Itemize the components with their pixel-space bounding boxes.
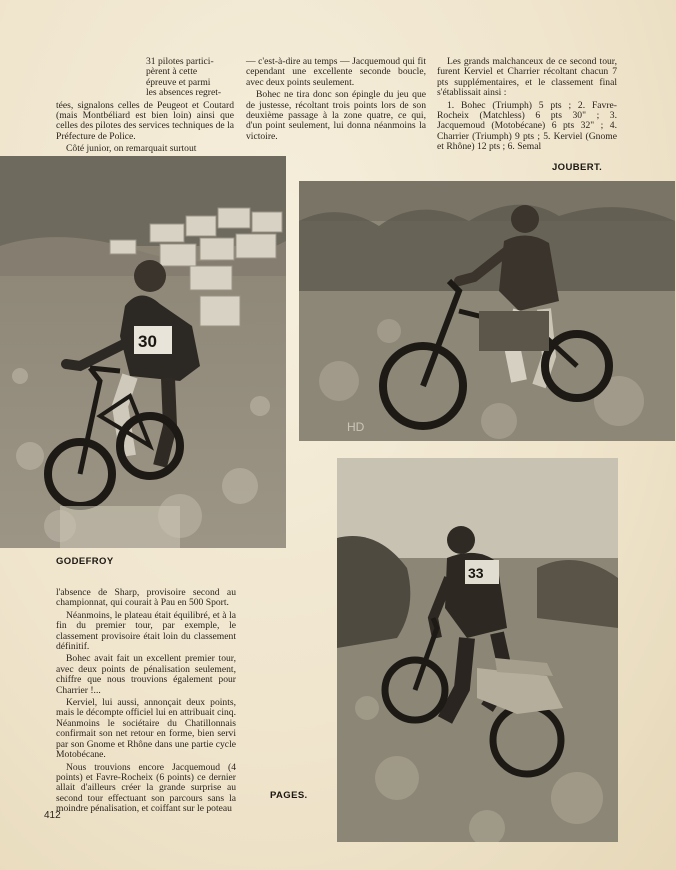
photo-pages <box>337 458 618 842</box>
photo-joubert <box>299 181 675 441</box>
paragraph: Kerviel, lui aussi, annonçait deux points, mais le décompte officiel lui en attribuait cinq. Néanmoins le sociétaire du Chatillonnais confirmait son net retour en forme, bien servi par son Gnome et Rhône dans une partie cycle Motobécane. <box>56 697 236 761</box>
page-number: 412 <box>44 810 61 821</box>
paragraph: Les grands malchanceux de ce second tour, furent Kerviel et Charrier récoltant chacun 7 pts supplémentaires, et le classement final s'établissait ainsi : <box>437 56 617 99</box>
paragraph: tées, signalons celles de Peugeot et Coutard (mais Montbéliard est bien loin) ainsi que celles des pilotes des services techniques de la Préfecture de Police. <box>56 99 234 142</box>
paragraph: Nous trouvions encore Jacquemoud (4 points) et Favre-Rocheix (6 points) ce dernier allait d'ailleurs créer la grande surprise au second tour effectuant son parcours sans la moindre pénalisation, et coiffant sur le poteau <box>56 761 236 815</box>
photo-godefroy <box>0 156 286 548</box>
text-column-bottom-left <box>56 588 236 817</box>
paragraph: Bohec ne tira donc son épingle du jeu que de justesse, récoltant trois points lors de son deuxième passage à la zone quatre, ce qui, d'un point seulement, lui donna néanmoins la victoire. <box>246 89 426 142</box>
rider-number: 33 <box>468 565 484 581</box>
photo-caption-joubert: JOUBERT. <box>552 162 603 173</box>
rider-number: 30 <box>138 332 157 351</box>
paragraph: l'absence de Sharp, provisoire second au championnat, qui courait à Pau en 500 Sport. <box>56 587 236 609</box>
paragraph: Côté junior, on remarquait surtout <box>66 143 197 155</box>
paragraph: Néanmoins, le plateau était équilibré, et à la fin du premier tour, par exemple, le classement provisoire était loin du classement définitif. <box>56 609 236 653</box>
text-column-1-top <box>56 57 234 157</box>
watermark-text: HD <box>347 420 365 434</box>
photo-caption-godefroy: GODEFROY <box>56 556 114 567</box>
photo-image <box>0 156 286 548</box>
text-column-3-top <box>437 57 617 155</box>
photo-image <box>299 181 675 441</box>
paragraph: Bohec avait fait un excellent premier tour, avec deux points de pénalisation seulement, chiffre que nous trouvions également pour Charrier !... <box>56 653 236 696</box>
paragraph: — c'est-à-dire au temps — Jacquemoud qui fit cependant une excellente seconde boucle, avec deux points seulement. <box>246 56 426 88</box>
results-list: 1. Bohec (Triumph) 5 pts ; 2. Favre-Rocheix (Matchless) 6 pts 30" ; 3. Jacquemoud (Motobécane) 6 pts 32" ; 4. Charrier (Triumph) 9 pts ; 5. Kerviel (Gnome et Rhône) 12 pts ; 6. Semal <box>437 99 617 153</box>
text-column-2-top <box>246 57 426 144</box>
photo-caption-pages: PAGES. <box>270 790 308 801</box>
lead-paragraph: 31 pilotes partici- pèrent à cette épreuve et parmi les absences regret- <box>146 56 222 99</box>
photo-image <box>337 458 618 842</box>
